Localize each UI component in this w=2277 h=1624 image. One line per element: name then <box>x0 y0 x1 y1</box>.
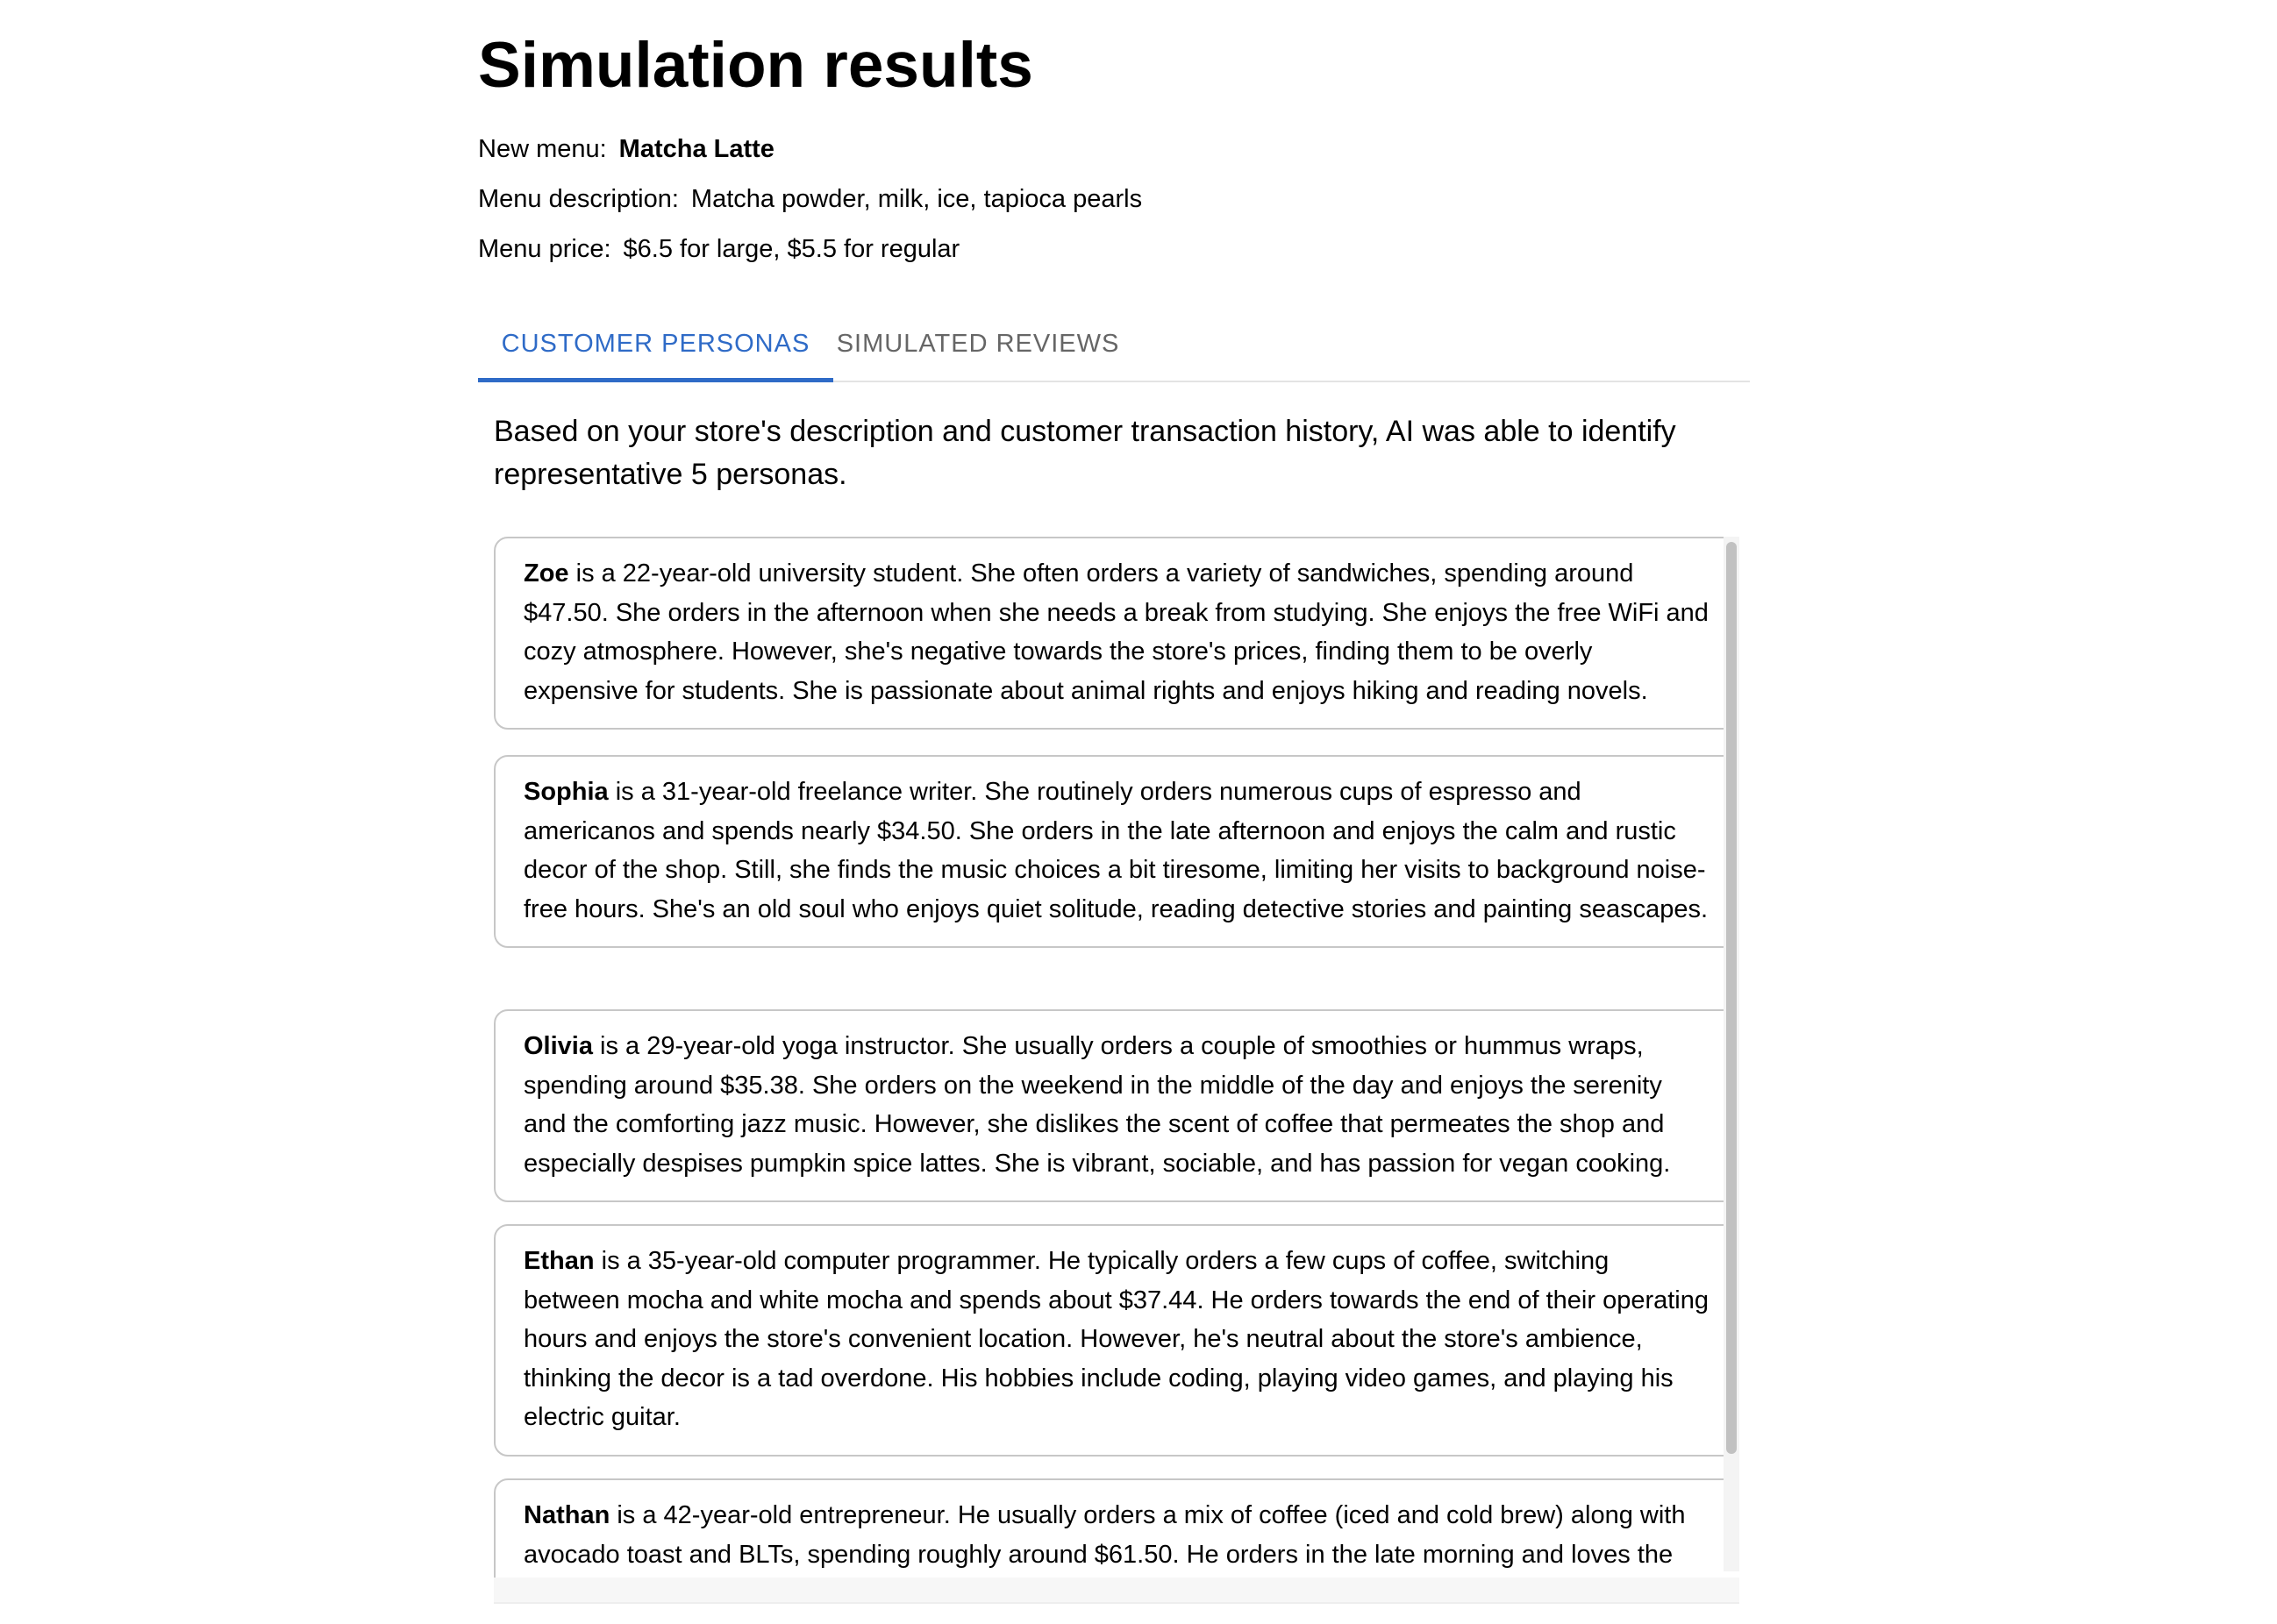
persona-name: Sophia <box>524 778 609 806</box>
persona-card <box>494 537 1739 730</box>
persona-name: Zoe <box>524 559 569 588</box>
persona-name: Olivia <box>524 1032 593 1060</box>
personas-intro-text: Based on your store's description and customer transaction history, AI was able to identify representative 5 personas. <box>494 415 1676 491</box>
personas-list[interactable] <box>494 537 1739 1604</box>
persona-description: is a 22-year-old university student. She often orders a variety of sandwiches, spending around $47.50. She orders in the afternoon when she needs a break from studying. She enjoys the free WiFi and cozy atmosphere. However, she's negative towards the store's prices, finding them to be overly expensive for students. She is passionate about animal rights and enjoys hiking and reading novels. <box>524 559 1709 705</box>
scrollbar-thumb[interactable] <box>1726 542 1737 1454</box>
scrollbar-track[interactable] <box>1724 537 1739 1571</box>
persona-description: is a 29-year-old yoga instructor. She usually orders a couple of smoothies or hummus wraps, spending around $35.38. She orders on the weekend in the middle of the day and enjoys the serenity and the comforting jazz music. However, she dislikes the scent of coffee that permeates the shop and especially despises pumpkin spice lattes. She is vibrant, sociable, and has passion for vegan cooking. <box>524 1032 1671 1178</box>
menu-price-row <box>478 231 960 267</box>
persona-card <box>494 1478 1739 1593</box>
menu-price-label: Menu price: <box>478 235 611 263</box>
persona-card <box>494 755 1739 948</box>
menu-price-value: $6.5 for large, $5.5 for regular <box>623 235 960 263</box>
persona-card <box>494 1224 1739 1457</box>
menu-description-value: Matcha powder, milk, ice, tapioca pearls <box>690 185 1143 213</box>
persona-description: is a 35-year-old computer programmer. He typically orders a few cups of coffee, switching between mocha and white mocha and spends about $37.44. He orders towards the end of their operating hours and enjoys the store's convenient location. However, he's neutral about the store's ambience, thinking the decor is a tad overdone. His hobbies include coding, playing video games, and playing his electric guitar. <box>524 1247 1709 1431</box>
tab-simulated-reviews[interactable]: SIMULATED REVIEWS <box>836 330 1120 358</box>
persona-name: Ethan <box>524 1247 595 1275</box>
new-menu-row <box>478 132 774 167</box>
persona-description: is a 42-year-old entrepreneur. He usually orders a mix of coffee (iced and cold brew) along with avocado toast and BLTs, spending roughly around $61.50. He orders in the late morning and loves the <box>524 1501 1686 1569</box>
persona-card <box>494 1009 1739 1202</box>
page-title: Simulation results <box>478 30 1033 101</box>
menu-description-row <box>478 182 1142 217</box>
new-menu-label: New menu: <box>478 135 607 163</box>
new-menu-value: Matcha Latte <box>618 135 774 163</box>
persona-name: Nathan <box>524 1501 610 1529</box>
menu-description-label: Menu description: <box>478 185 679 213</box>
tab-customer-personas[interactable]: CUSTOMER PERSONAS <box>478 307 833 381</box>
persona-description: is a 31-year-old freelance writer. She routinely orders numerous cups of espresso and americanos and spends nearly $34.50. She orders in the late afternoon and enjoys the calm and rustic decor of the shop. Still, she finds the music choices a bit tiresome, limiting her visits to background noise-free hours. She's an old soul who enjoys quiet solitude, reading detective stories and painting seascapes. <box>524 778 1709 923</box>
tab-bar <box>478 307 1750 382</box>
